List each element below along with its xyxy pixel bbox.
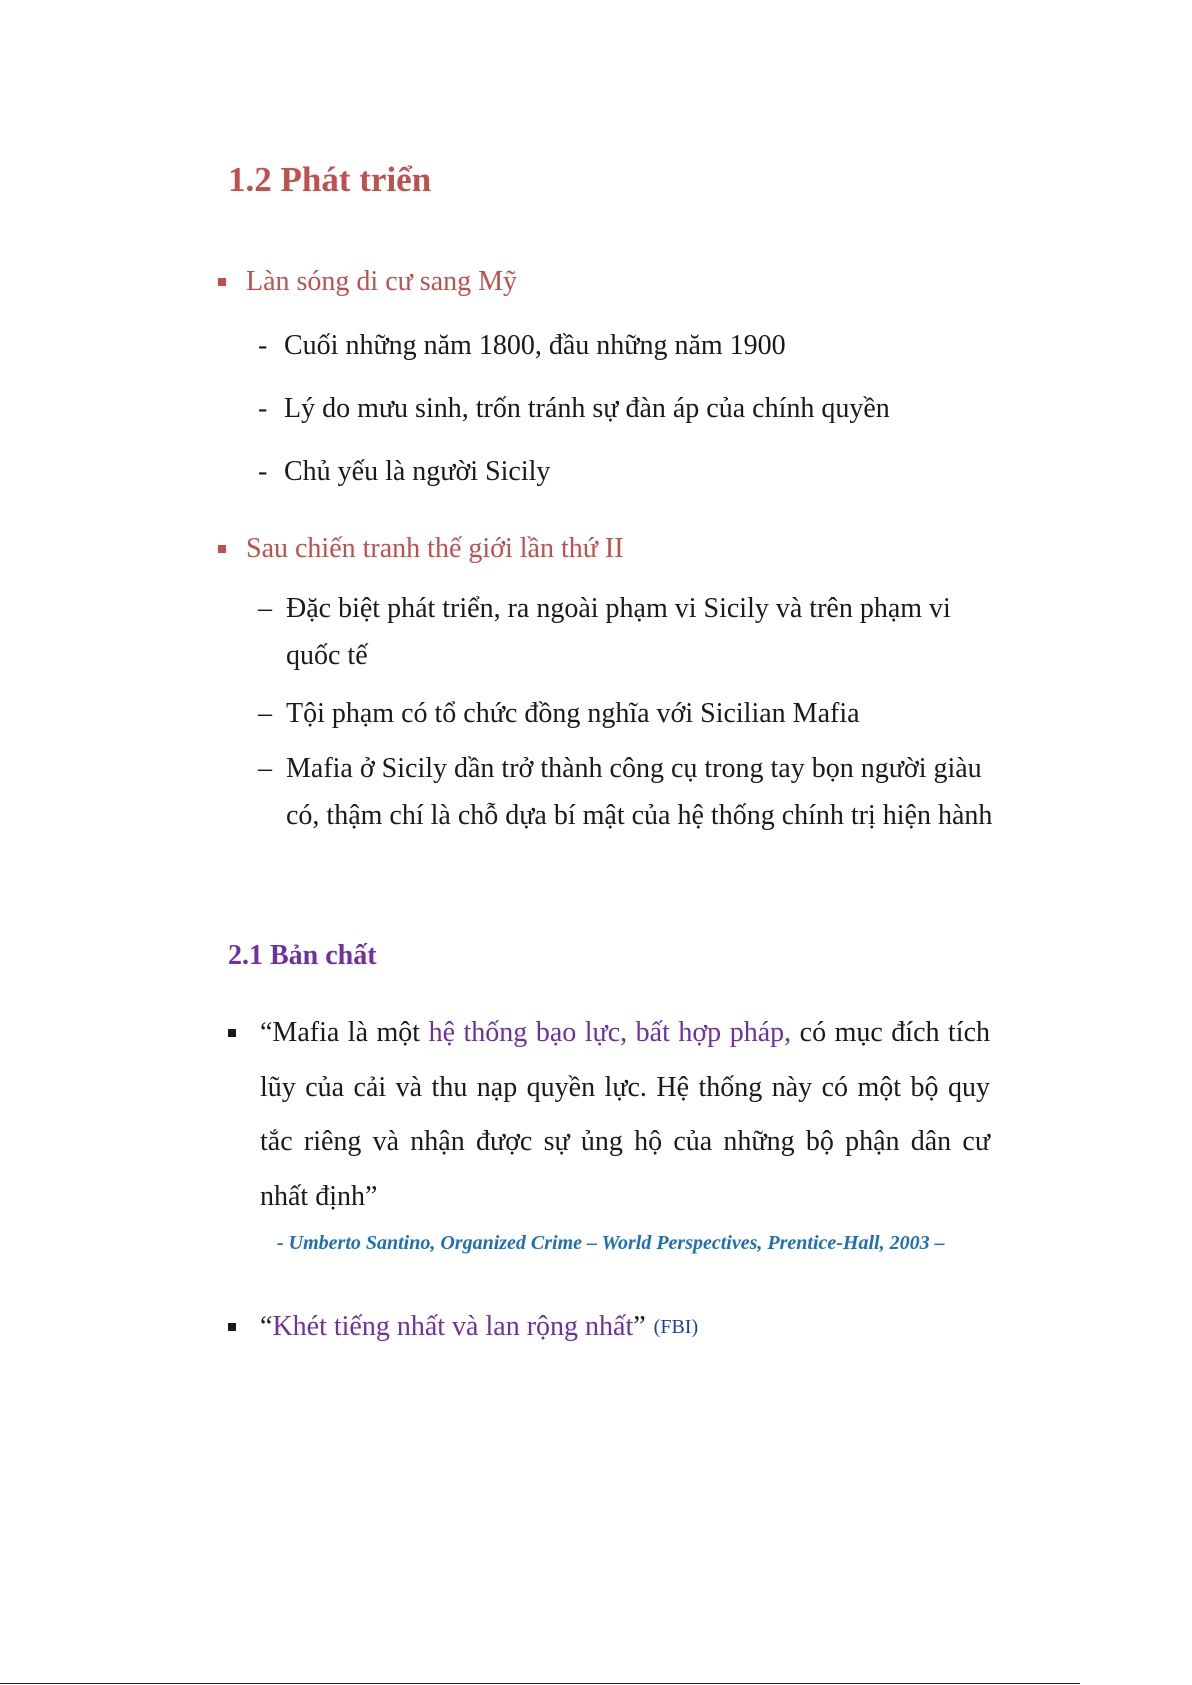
quote-citation: - Umberto Santino, Organized Crime – World Perspectives, Prentice-Hall, 2003 – — [277, 1232, 945, 1254]
square-bullet-icon — [228, 1323, 236, 1331]
list-item: – Tội phạm có tổ chức đồng nghĩa với Sicilian Mafia — [258, 698, 860, 729]
list-item: – Mafia ở Sicily dần trở thành công cụ trong tay bọn người giàu có, thậm chí là chỗ dựa bí mật của hệ thống chính trị hiện hành — [258, 753, 993, 831]
bullet-migration — [218, 266, 517, 298]
section-title-1-2: 1.2 Phát triển — [228, 160, 432, 199]
list-item: – Đặc biệt phát triển, ra ngoài phạm vi Sicily và trên phạm vi quốc tế — [258, 593, 951, 671]
fbi-quote: “ Khét tiếng nhất và lan rộng nhất ” (FBI) — [228, 1311, 698, 1343]
fbi-quote-highlight: Khét tiếng nhất và lan rộng nhất — [272, 1311, 634, 1342]
quote-highlight: hệ thống bạo lực, bất hợp pháp, — [428, 1017, 792, 1048]
list-item: - Cuối những năm 1800, đầu những năm 1900 — [258, 330, 786, 361]
bullet-post-war — [218, 533, 624, 565]
list-item: - Chủ yếu là người Sicily — [258, 456, 551, 487]
square-bullet-icon — [228, 1029, 236, 1037]
page-bottom-rule — [0, 1683, 1080, 1684]
section-title-2-1: 2.1 Bản chất — [228, 940, 377, 971]
bullet-label: Làn sóng di cư sang Mỹ — [246, 266, 518, 297]
fbi-source: (FBI) — [653, 1315, 699, 1338]
list-item: - Lý do mưu sinh, trốn tránh sự đàn áp của chính quyền — [258, 393, 890, 424]
mafia-definition-quote: “Mafia là một hệ thống bạo lực, bất hợp pháp, có mục đích tích lũy của cải và thu nạp quyền lực. Hệ thống này có một bộ quy tắc riêng và nhận được sự ủng hộ của những bộ phận dân cư nhất định” — [228, 1006, 990, 1224]
square-bullet-icon — [218, 545, 226, 553]
square-bullet-icon — [218, 278, 226, 286]
bullet-label: Sau chiến tranh thế giới lần thứ II — [246, 533, 624, 564]
